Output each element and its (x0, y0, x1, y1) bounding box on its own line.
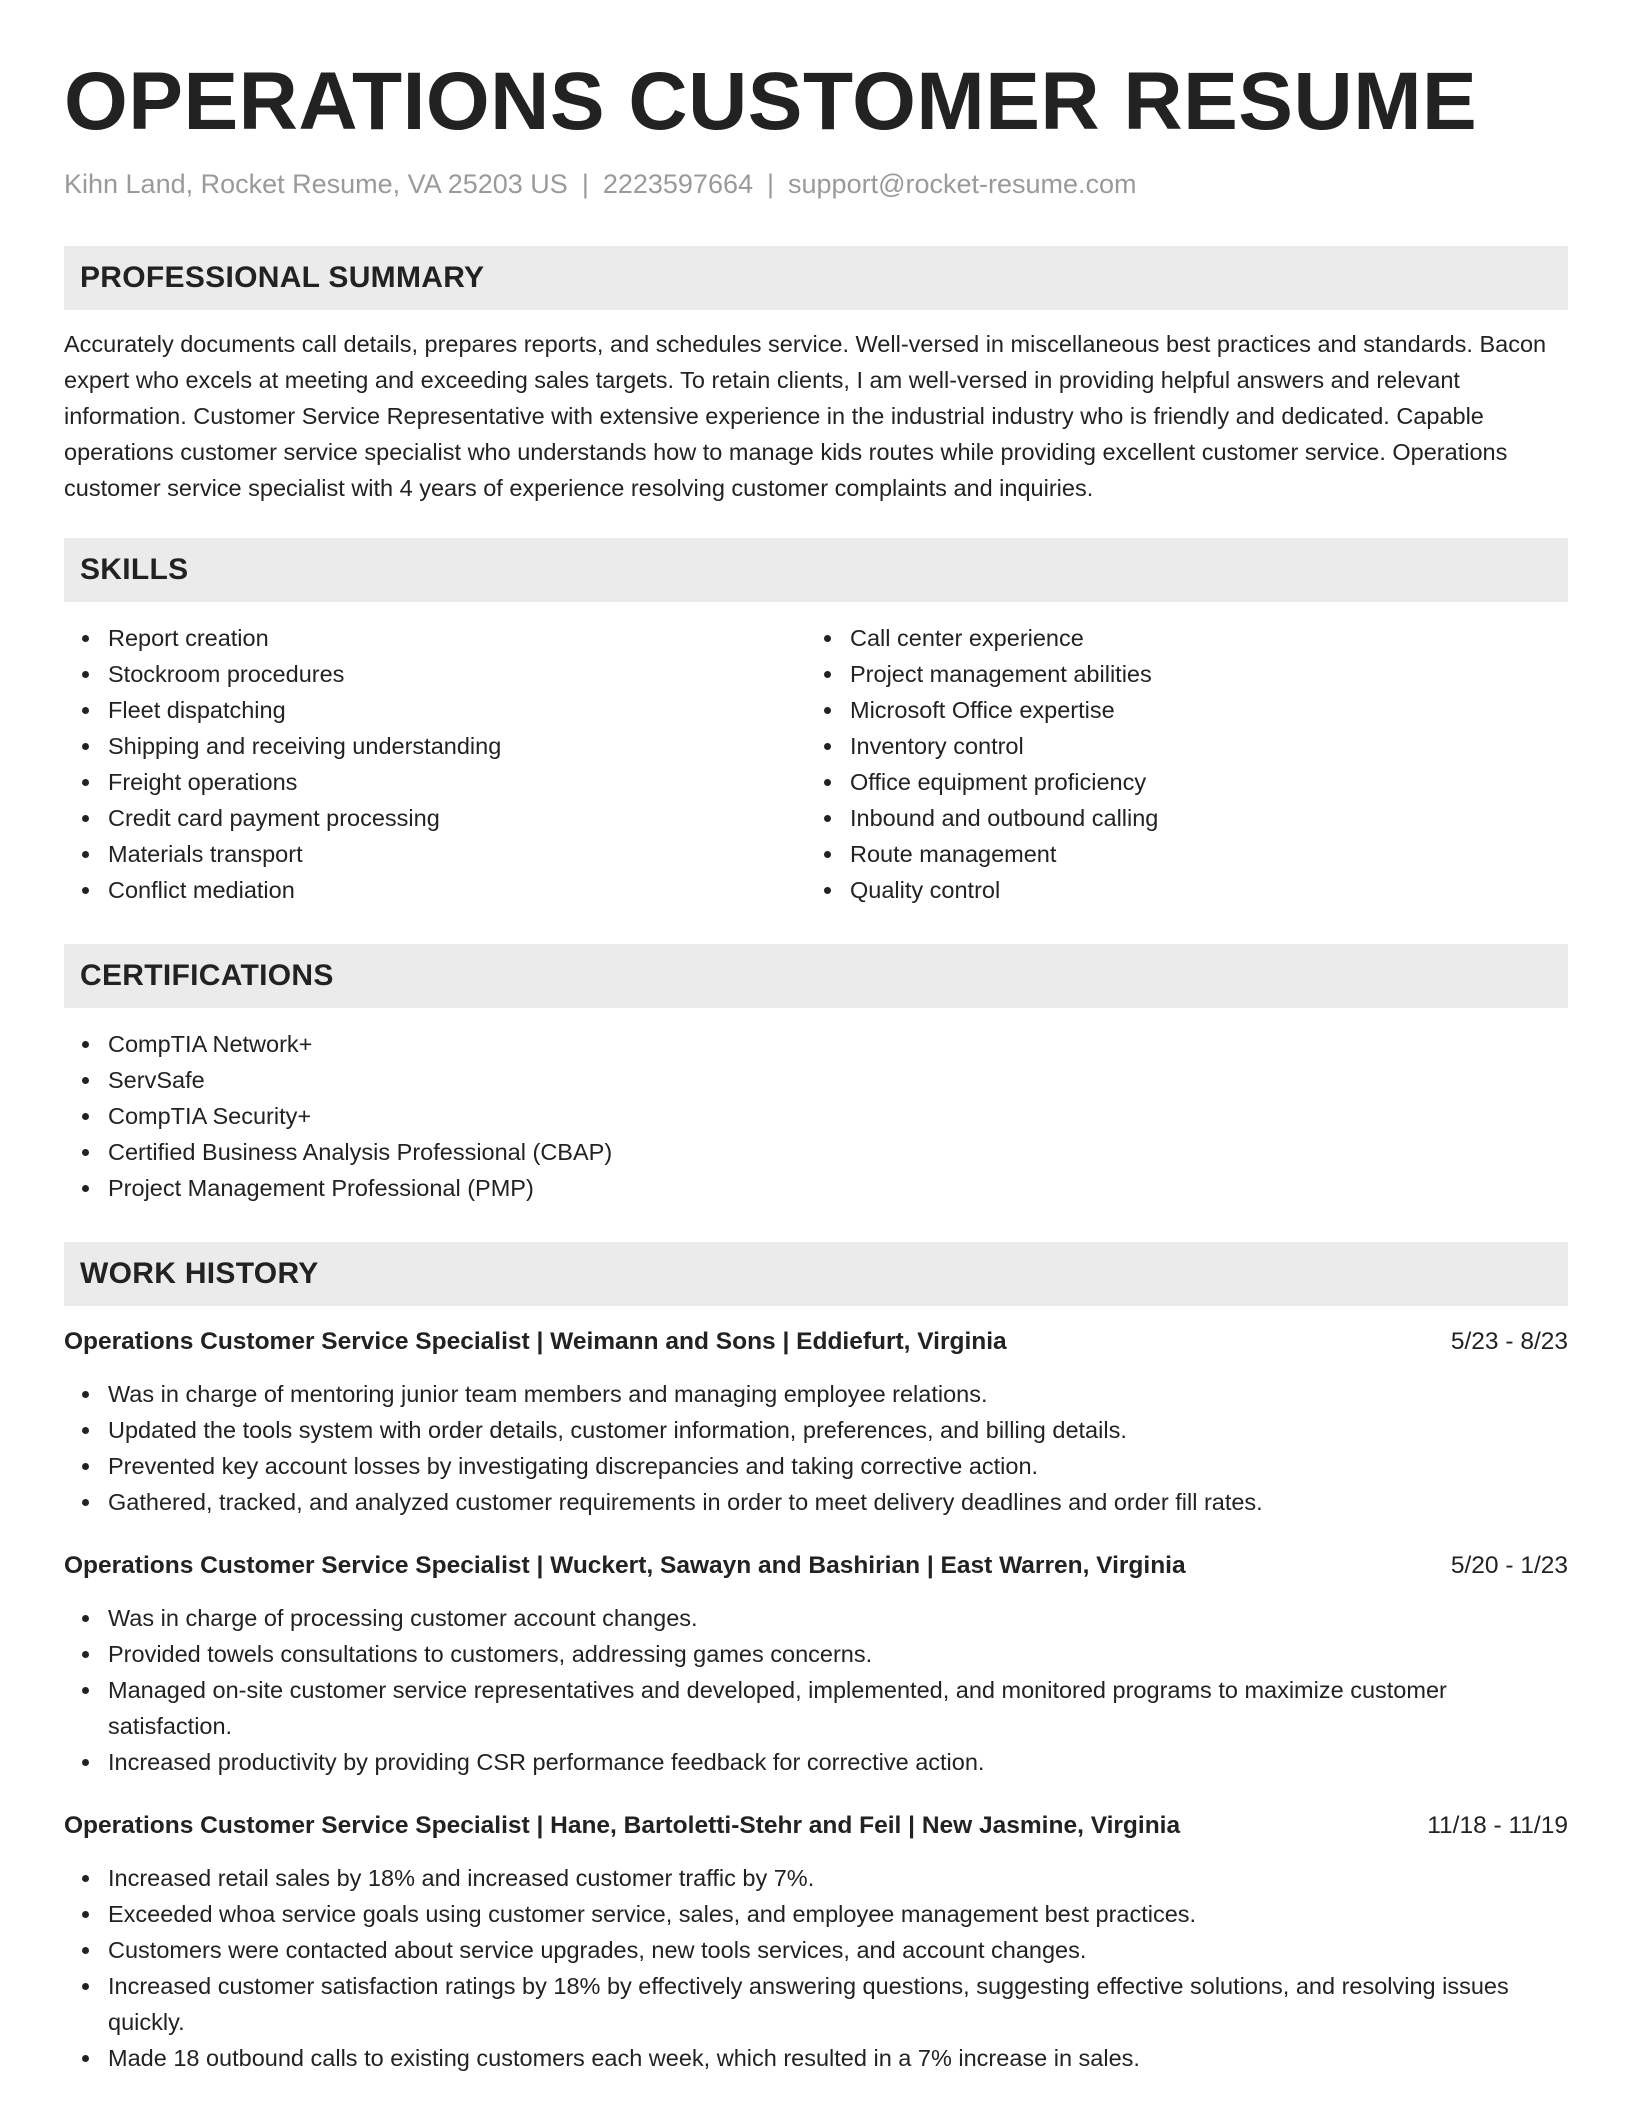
certifications-list (64, 1026, 1568, 1206)
contact-line (64, 164, 1568, 204)
certification-item: Certified Business Analysis Professional (CBAP) (108, 1134, 1568, 1170)
contact-separator: | (581, 169, 589, 199)
skill-item: Freight operations (108, 764, 806, 800)
job-bullet: Customers were contacted about service upgrades, new tools services, and account changes. (108, 1932, 1568, 1968)
job-bullet: Increased customer satisfaction ratings by 18% by effectively answering questions, suggesting effective solutions, and resolving issues quickly. (108, 1968, 1568, 2040)
contact-address: Kihn Land, Rocket Resume, VA 25203 US (64, 169, 568, 199)
skill-item: Report creation (108, 620, 806, 656)
job-bullet: Made 18 outbound calls to existing customers each week, which resulted in a 7% increase in sales. (108, 2040, 1568, 2076)
job-dates: 11/18 - 11/19 (1427, 1812, 1568, 1839)
job-header (64, 1808, 1568, 1844)
work-history-list (64, 1324, 1568, 2076)
job-bullets (64, 1376, 1568, 1520)
job-bullets (64, 1600, 1568, 1780)
skill-item: Inventory control (850, 728, 1548, 764)
work-history-heading: WORK HISTORY (80, 1257, 319, 1290)
certification-item: Project Management Professional (PMP) (108, 1170, 1568, 1206)
job-bullets (64, 1860, 1568, 2076)
job-bullet: Updated the tools system with order details, customer information, preferences, and billing details. (108, 1412, 1568, 1448)
job-title: Operations Customer Service Specialist | Hane, Bartoletti-Stehr and Feil | New Jasmine, Virginia (64, 1812, 1181, 1839)
skill-item: Project management abilities (850, 656, 1548, 692)
job-title: Operations Customer Service Specialist | Wuckert, Sawayn and Bashirian | East Warren, Virginia (64, 1552, 1186, 1579)
job-bullet: Was in charge of mentoring junior team members and managing employee relations. (108, 1376, 1568, 1412)
summary-text: Accurately documents call details, prepares reports, and schedules service. Well-versed in miscellaneous best practices and standards. Bacon expert who excels at meeting and exceeding sales targets. To retain clients, I am well-versed in providing helpful answers and relevant information. Customer Service Representative with extensive experience in the industrial industry who is friendly and dedicated. Capable operations customer service specialist who understands how to manage kids routes while providing excellent customer service. Operations customer service specialist with 4 years of experience resolving customer complaints and inquiries. (64, 331, 1547, 501)
job-bullet: Increased productivity by providing CSR performance feedback for corrective action. (108, 1744, 1568, 1780)
job-bullet: Gathered, tracked, and analyzed customer requirements in order to meet delivery deadlines and order fill rates. (108, 1484, 1568, 1520)
job-entry (64, 1548, 1568, 1780)
skills-grid (64, 620, 1568, 908)
certifications-heading: CERTIFICATIONS (80, 959, 334, 992)
skills-list-left (64, 620, 806, 908)
job-bullet: Was in charge of processing customer account changes. (108, 1600, 1568, 1636)
certification-item: ServSafe (108, 1062, 1568, 1098)
skills-column-left (64, 620, 806, 908)
skill-item: Route management (850, 836, 1548, 872)
job-dates: 5/20 - 1/23 (1450, 1552, 1568, 1579)
skill-item: Quality control (850, 872, 1548, 908)
job-bullet: Managed on-site customer service representatives and developed, implemented, and monitored programs to maximize customer satisfaction. (108, 1672, 1568, 1744)
skill-item: Office equipment proficiency (850, 764, 1548, 800)
contact-email: support@rocket-resume.com (788, 169, 1137, 199)
skills-section-header (64, 538, 1568, 602)
job-header (64, 1548, 1568, 1584)
job-dates: 5/23 - 8/23 (1450, 1328, 1568, 1355)
summary-heading: PROFESSIONAL SUMMARY (80, 261, 485, 294)
skills-heading: SKILLS (80, 553, 189, 586)
skill-item: Conflict mediation (108, 872, 806, 908)
job-header (64, 1324, 1568, 1360)
work-history-section-header (64, 1242, 1568, 1306)
skill-item: Shipping and receiving understanding (108, 728, 806, 764)
contact-phone: 2223597664 (602, 169, 753, 199)
skill-item: Microsoft Office expertise (850, 692, 1548, 728)
contact-separator: | (767, 169, 775, 199)
resume-title: OPERATIONS CUSTOMER RESUME (64, 56, 1478, 147)
skill-item: Credit card payment processing (108, 800, 806, 836)
skills-list-right (806, 620, 1548, 908)
job-bullet: Provided towels consultations to customers, addressing games concerns. (108, 1636, 1568, 1672)
certification-item: CompTIA Security+ (108, 1098, 1568, 1134)
skill-item: Fleet dispatching (108, 692, 806, 728)
skills-column-right (806, 620, 1548, 908)
job-bullet: Exceeded whoa service goals using customer service, sales, and employee management best practices. (108, 1896, 1568, 1932)
job-entry (64, 1324, 1568, 1520)
job-entry (64, 1808, 1568, 2076)
skill-item: Materials transport (108, 836, 806, 872)
skill-item: Call center experience (850, 620, 1548, 656)
skill-item: Stockroom procedures (108, 656, 806, 692)
skill-item: Inbound and outbound calling (850, 800, 1548, 836)
certification-item: CompTIA Network+ (108, 1026, 1568, 1062)
job-bullet: Increased retail sales by 18% and increased customer traffic by 7%. (108, 1860, 1568, 1896)
job-bullet: Prevented key account losses by investigating discrepancies and taking corrective action. (108, 1448, 1568, 1484)
job-title: Operations Customer Service Specialist | Weimann and Sons | Eddiefurt, Virginia (64, 1328, 1007, 1355)
summary-section-header (64, 246, 1568, 310)
certifications-section-header (64, 944, 1568, 1008)
